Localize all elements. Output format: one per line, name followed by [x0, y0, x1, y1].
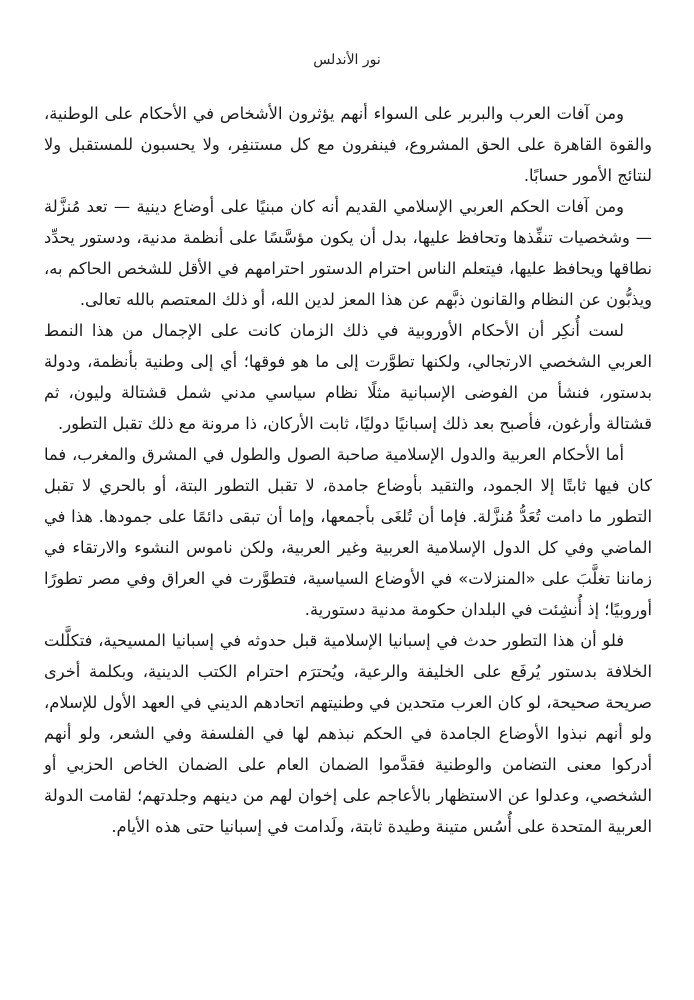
- paragraph-5: فلو أن هذا التطور حدث في إسبانيا الإسلامية قبل حدوثه في إسبانيا المسيحية، فتكلَّلت الخلافة بدستور يُرفَع على الخليفة والرعية، ويُحترَم احترام الكتب الدينية، وبكلمة أخرى صريحة صحيحة، لو كان العرب متحدين في وطنيتهم اتحادهم الديني في العهد الأول للإسلام، ولو أنهم نبذوا الأوضاع الجامدة في الحكم نبذهم لها في الفلسفة وفي الشعر، ولو أنهم أدركوا معنى التضامن والوطنية فقدَّموا الضمان العام على الضمان الخاص الحزبي أو الشخصي، وعدلوا عن الاستظهار بالأعاجم على إخوان لهم من دينهم وجلدتهم؛ لقامت الدولة العربية المتحدة على أُسُس متينة وطيدة ثابتة، ولَدامت في إسبانيا حتى هذه الأيام.: [44, 631, 652, 836]
- paragraph-1: ومن آفات العرب والبربر على السواء أنهم يؤثرون الأشخاص في الأحكام على الوطنية، والقوة القاهرة على الحق المشروع، فينفرون مع كل مستنفِر، ولا يحسبون للمستقبل ولا لنتائج الأمور حسابًا.: [44, 104, 652, 185]
- page-body: [44, 98, 652, 842]
- paragraph-4: أما الأحكام العربية والدول الإسلامية صاحبة الصول والطول في المشرق والمغرب، فما كان فيها ثابتًا إلا الجمود، والتقيد بأوضاع جامدة، لا تقبل التطور البتة، أو بالحري لا تقبل التطور ما دامت تُعَدُّ مُنزَّلة. فإما أن تُلغَى بأجمعها، وإما أن تبقى دائمًا على جمودها. هذا في الماضي وفي كل الدول الإسلامية العربية وغير العربية، ولكن ناموس النشوء والارتقاء في زماننا تغلَّبَ على «المنزلات» في الأوضاع السياسية، فتطوَّرت في العراق وفي مصر تطورًا أوروبيًا؛ إذ أُنشِئت في البلدان حكومة مدنية دستورية.: [44, 445, 652, 619]
- running-header: نور الأندلس: [313, 52, 381, 68]
- paragraph-2: ومن آفات الحكم العربي الإسلامي القديم أنه كان مبنيًا على أوضاع دينية — تعد مُنزَّلة — وشخصيات تنفِّذها وتحافظ عليها، بدل أن يكون مؤسَّسًا على أنظمة مدنية، ودستور يحدِّد نطاقها ويحافظ عليها، فيتعلم الناس احترام الدستور احترامهم في الأقل للشخص الحاكم به، ويذبُّون عن النظام والقانون ذبَّهم عن هذا المعز لدين الله، أو ذلك المعتصم بالله تعالى.: [44, 197, 652, 309]
- paragraph-3: لست أُنكِر أن الأحكام الأوروبية في ذلك الزمان كانت على الإجمال من هذا النمط العربي الشخصي الارتجالي، ولكنها تطوَّرت إلى ما هو فوقها؛ أي إلى وطنية بأنظمة، ودولة بدستور، فنشأ من الفوضى الإسبانية مثلًا نظام سياسي مدني شمل قشتالة وليون، ثم قشتالة وأرغون، فأصبح بعد ذلك إسبانيًا دوليًا، ثابت الأركان، ذا مرونة مع ذلك تقبل التطور.: [44, 321, 652, 433]
